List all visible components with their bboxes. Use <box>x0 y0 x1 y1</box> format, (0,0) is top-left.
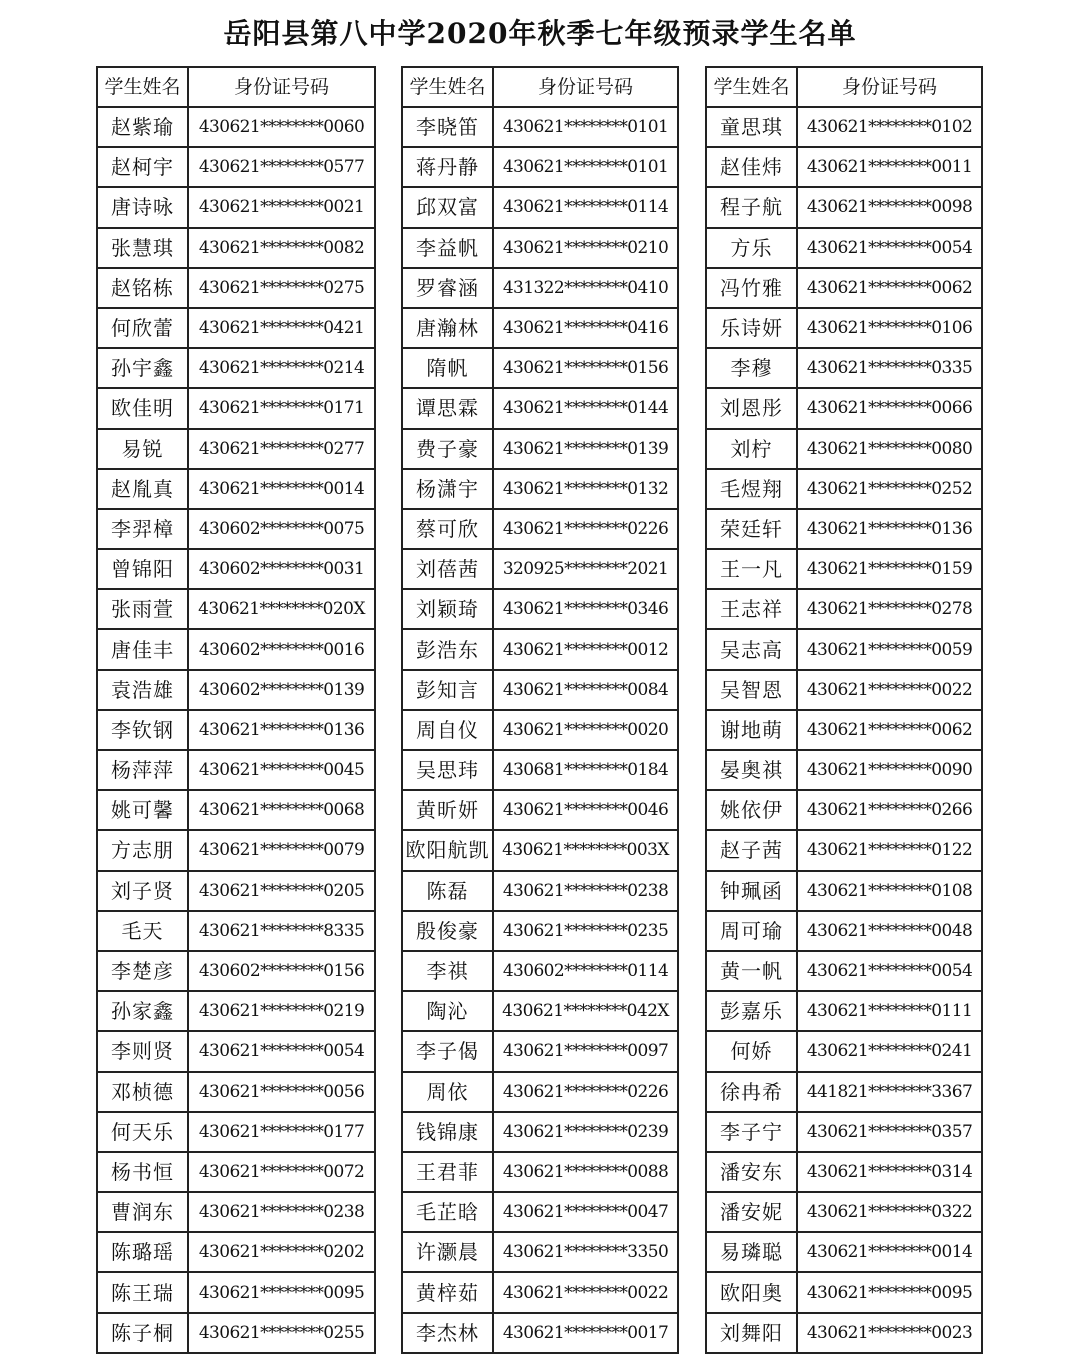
table-row <box>97 1232 375 1272</box>
table-row <box>402 228 678 268</box>
student-id-number: 430621********0054 <box>797 951 982 991</box>
table-row <box>706 911 982 951</box>
student-id-number: 430621********0102 <box>797 107 982 147</box>
student-id-number: 430621********0275 <box>188 268 375 308</box>
student-id-number: 430621********0111 <box>797 991 982 1031</box>
student-id-number: 430621********0278 <box>797 589 982 629</box>
student-id-number: 430621********0062 <box>797 710 982 750</box>
student-name: 刘舞阳 <box>706 1313 797 1353</box>
student-name: 荣廷轩 <box>706 509 797 549</box>
student-id-number: 430621********0577 <box>188 147 375 187</box>
table-row <box>706 991 982 1031</box>
student-id-number: 430621********0082 <box>188 228 375 268</box>
table-row <box>97 911 375 951</box>
student-name: 李祺 <box>402 951 493 991</box>
student-id-number: 430621********0277 <box>188 429 375 469</box>
student-name: 曹润东 <box>97 1192 188 1232</box>
student-id-number: 430621********0066 <box>797 388 982 428</box>
table-row <box>97 1313 375 1353</box>
student-id-number: 430621********0106 <box>797 308 982 348</box>
page-title: 岳阳县第八中学2020年秋季七年级预录学生名单 <box>223 17 857 50</box>
header-student-name: 学生姓名 <box>402 67 493 107</box>
table-row <box>97 429 375 469</box>
student-id-number: 430621********0090 <box>797 750 982 790</box>
header-student-name: 学生姓名 <box>706 67 797 107</box>
student-name: 王一凡 <box>706 549 797 589</box>
table-row <box>402 147 678 187</box>
student-name: 陈磊 <box>402 871 493 911</box>
student-name: 周依 <box>402 1072 493 1112</box>
table-row <box>402 871 678 911</box>
student-id-number: 430681********0184 <box>493 750 678 790</box>
table-row <box>402 790 678 830</box>
table-row <box>706 509 982 549</box>
student-name: 何欣蕾 <box>97 308 188 348</box>
student-name: 易锐 <box>97 429 188 469</box>
student-id-number: 430621********0357 <box>797 1112 982 1152</box>
student-id-number: 430621********0060 <box>188 107 375 147</box>
student-name: 蔡可欣 <box>402 509 493 549</box>
table-row <box>97 710 375 750</box>
student-name: 周可瑜 <box>706 911 797 951</box>
student-name: 罗睿涵 <box>402 268 493 308</box>
student-name: 张慧琪 <box>97 228 188 268</box>
student-id-number: 430621********0226 <box>493 1072 678 1112</box>
student-id-number: 431322********0410 <box>493 268 678 308</box>
student-id-number: 430621********0012 <box>493 629 678 669</box>
student-name: 易璘聪 <box>706 1232 797 1272</box>
table-row <box>706 429 982 469</box>
student-id-number: 430621********0088 <box>493 1152 678 1192</box>
student-id-number: 430621********020X <box>188 589 375 629</box>
table-row <box>402 1313 678 1353</box>
table-row <box>706 710 982 750</box>
student-id-number: 430621********0156 <box>493 348 678 388</box>
student-name: 赵紫瑜 <box>97 107 188 147</box>
table-row <box>97 1192 375 1232</box>
student-name: 潘安东 <box>706 1152 797 1192</box>
student-id-number: 430621********0132 <box>493 469 678 509</box>
table-row <box>97 228 375 268</box>
student-name: 晏奥祺 <box>706 750 797 790</box>
table-row <box>706 107 982 147</box>
student-id-number: 430602********0114 <box>493 951 678 991</box>
table-row <box>402 951 678 991</box>
student-name: 费子豪 <box>402 429 493 469</box>
table-row <box>97 1112 375 1152</box>
student-name: 邓桢德 <box>97 1072 188 1112</box>
table-row <box>97 670 375 710</box>
table-row <box>402 187 678 227</box>
student-id-number: 430621********0202 <box>188 1232 375 1272</box>
student-name: 彭嘉乐 <box>706 991 797 1031</box>
table-row <box>402 388 678 428</box>
table-row <box>706 1072 982 1112</box>
student-id-number: 430621********0226 <box>493 509 678 549</box>
student-name: 杨萍萍 <box>97 750 188 790</box>
table-row <box>402 1232 678 1272</box>
table-row <box>97 790 375 830</box>
table-row <box>97 1072 375 1112</box>
student-name: 欧阳航凯 <box>402 830 493 870</box>
table-row <box>706 228 982 268</box>
table-row <box>402 268 678 308</box>
table-row <box>97 107 375 147</box>
student-id-number: 430621********0239 <box>493 1112 678 1152</box>
table-row <box>706 750 982 790</box>
table-row <box>97 509 375 549</box>
table-row <box>97 951 375 991</box>
student-name: 刘蓓茜 <box>402 549 493 589</box>
student-name: 刘恩彤 <box>706 388 797 428</box>
student-name: 唐诗咏 <box>97 187 188 227</box>
student-id-number: 430621********0255 <box>188 1313 375 1353</box>
table-row <box>402 1192 678 1232</box>
student-name: 唐瀚林 <box>402 308 493 348</box>
student-name: 曾锦阳 <box>97 549 188 589</box>
table-row <box>402 1072 678 1112</box>
student-name: 王志祥 <box>706 589 797 629</box>
table-row <box>402 429 678 469</box>
student-id-number: 430621********0079 <box>188 830 375 870</box>
table-row <box>402 991 678 1031</box>
table-row <box>402 107 678 147</box>
table-row <box>402 710 678 750</box>
table-row <box>402 1112 678 1152</box>
table-row <box>97 589 375 629</box>
student-id-number: 430621********0159 <box>797 549 982 589</box>
table-row <box>402 670 678 710</box>
table-row <box>402 469 678 509</box>
table-row <box>97 830 375 870</box>
student-name: 孙家鑫 <box>97 991 188 1031</box>
student-id-number: 430621********0022 <box>493 1272 678 1312</box>
table-row <box>402 348 678 388</box>
student-id-number: 430621********0214 <box>188 348 375 388</box>
table-row <box>97 750 375 790</box>
student-name: 潘安妮 <box>706 1192 797 1232</box>
student-id-number: 430621********0011 <box>797 147 982 187</box>
table-row <box>97 268 375 308</box>
student-name: 吴思玮 <box>402 750 493 790</box>
table-row <box>706 871 982 911</box>
student-id-number: 430621********0241 <box>797 1031 982 1071</box>
table-row <box>97 629 375 669</box>
student-name: 殷俊豪 <box>402 911 493 951</box>
student-name: 李子偈 <box>402 1031 493 1071</box>
student-name: 欧阳奥 <box>706 1272 797 1312</box>
table-row <box>97 991 375 1031</box>
table-row <box>402 830 678 870</box>
student-id-number: 430621********0062 <box>797 268 982 308</box>
student-name: 陈璐瑶 <box>97 1232 188 1272</box>
student-name: 刘柠 <box>706 429 797 469</box>
table-row <box>706 589 982 629</box>
student-id-number: 430621********8335 <box>188 911 375 951</box>
student-name: 李楚彦 <box>97 951 188 991</box>
student-id-number: 430621********0046 <box>493 790 678 830</box>
table-row <box>402 308 678 348</box>
student-id-number: 430621********0171 <box>188 388 375 428</box>
student-id-number: 430621********0098 <box>797 187 982 227</box>
table-row <box>97 187 375 227</box>
student-name: 黄昕妍 <box>402 790 493 830</box>
student-name: 钟珮函 <box>706 871 797 911</box>
student-name: 李羿樟 <box>97 509 188 549</box>
student-name: 周自仪 <box>402 710 493 750</box>
student-name: 赵子茜 <box>706 830 797 870</box>
student-id-number: 441821********3367 <box>797 1072 982 1112</box>
student-id-number: 430621********0266 <box>797 790 982 830</box>
student-id-number: 430621********0108 <box>797 871 982 911</box>
student-id-number: 430621********0014 <box>188 469 375 509</box>
table-row <box>97 1031 375 1071</box>
student-id-number: 430602********0156 <box>188 951 375 991</box>
student-id-number: 430602********0016 <box>188 629 375 669</box>
table-row <box>97 1272 375 1312</box>
table-row <box>706 951 982 991</box>
student-id-number: 430621********0072 <box>188 1152 375 1192</box>
student-id-number: 430621********0022 <box>797 670 982 710</box>
table-row <box>706 549 982 589</box>
student-name: 陶沁 <box>402 991 493 1031</box>
student-id-number: 430621********0054 <box>188 1031 375 1071</box>
table-row <box>402 1031 678 1071</box>
student-name: 陈王瑞 <box>97 1272 188 1312</box>
student-name: 彭浩东 <box>402 629 493 669</box>
table-header-row <box>706 67 982 107</box>
student-name: 毛煜翔 <box>706 469 797 509</box>
student-name: 毛天 <box>97 911 188 951</box>
student-name: 何娇 <box>706 1031 797 1071</box>
student-id-number: 430621********0054 <box>797 228 982 268</box>
student-id-number: 430621********0177 <box>188 1112 375 1152</box>
table-row <box>402 750 678 790</box>
student-id-number: 430621********0101 <box>493 147 678 187</box>
student-table-1 <box>96 66 376 1354</box>
header-id-number: 身份证号码 <box>188 67 375 107</box>
student-id-number: 430621********0136 <box>188 710 375 750</box>
student-id-number: 430621********0114 <box>493 187 678 227</box>
student-id-number: 430621********0045 <box>188 750 375 790</box>
student-id-number: 430621********0095 <box>188 1272 375 1312</box>
student-id-number: 430621********0238 <box>493 871 678 911</box>
table-row <box>97 388 375 428</box>
table-row <box>97 308 375 348</box>
student-name: 程子航 <box>706 187 797 227</box>
table-row <box>97 147 375 187</box>
student-id-number: 430621********0238 <box>188 1192 375 1232</box>
student-id-number: 430621********3350 <box>493 1232 678 1272</box>
student-id-number: 430621********0048 <box>797 911 982 951</box>
student-id-number: 430621********0314 <box>797 1152 982 1192</box>
table-row <box>706 469 982 509</box>
student-name: 刘子贤 <box>97 871 188 911</box>
student-name: 杨潇宇 <box>402 469 493 509</box>
table-row <box>402 509 678 549</box>
student-name: 赵胤真 <box>97 469 188 509</box>
student-name: 乐诗妍 <box>706 308 797 348</box>
student-name: 刘颖琦 <box>402 589 493 629</box>
student-id-number: 430621********0122 <box>797 830 982 870</box>
student-name: 李晓笛 <box>402 107 493 147</box>
table-row <box>97 348 375 388</box>
student-id-number: 430602********0139 <box>188 670 375 710</box>
table-row <box>97 871 375 911</box>
table-row <box>706 1192 982 1232</box>
student-id-number: 430621********0136 <box>797 509 982 549</box>
student-id-number: 430621********0416 <box>493 308 678 348</box>
student-name: 李穆 <box>706 348 797 388</box>
student-name: 陈子桐 <box>97 1313 188 1353</box>
table-row <box>402 1272 678 1312</box>
student-id-number: 430621********0095 <box>797 1272 982 1312</box>
student-id-number: 430621********0346 <box>493 589 678 629</box>
student-id-number: 430621********0322 <box>797 1192 982 1232</box>
header-id-number: 身份证号码 <box>797 67 982 107</box>
table-row <box>706 1112 982 1152</box>
student-id-number: 430621********0059 <box>797 629 982 669</box>
student-name: 黄梓茹 <box>402 1272 493 1312</box>
student-name: 赵佳炜 <box>706 147 797 187</box>
table-row <box>402 1152 678 1192</box>
student-name: 吴志高 <box>706 629 797 669</box>
student-name: 徐冉希 <box>706 1072 797 1112</box>
student-id-number: 430621********0084 <box>493 670 678 710</box>
student-id-number: 430621********0421 <box>188 308 375 348</box>
table-row <box>706 268 982 308</box>
student-name: 姚依伊 <box>706 790 797 830</box>
table-header-row <box>97 67 375 107</box>
student-id-number: 430621********0252 <box>797 469 982 509</box>
header-student-name: 学生姓名 <box>97 67 188 107</box>
student-id-number: 430602********0075 <box>188 509 375 549</box>
table-row <box>706 187 982 227</box>
table-row <box>97 469 375 509</box>
student-name: 姚可馨 <box>97 790 188 830</box>
table-row <box>706 1031 982 1071</box>
table-row <box>402 911 678 951</box>
student-name: 黄一帆 <box>706 951 797 991</box>
student-name: 蒋丹静 <box>402 147 493 187</box>
student-name: 邱双富 <box>402 187 493 227</box>
student-id-number: 430621********0205 <box>188 871 375 911</box>
student-name: 谭思霖 <box>402 388 493 428</box>
student-name: 孙宇鑫 <box>97 348 188 388</box>
student-id-number: 430621********042X <box>493 991 678 1031</box>
table-row <box>706 1272 982 1312</box>
student-id-number: 430621********0068 <box>188 790 375 830</box>
student-id-number: 430621********0335 <box>797 348 982 388</box>
header-id-number: 身份证号码 <box>493 67 678 107</box>
table-row <box>706 348 982 388</box>
student-id-number: 430621********0101 <box>493 107 678 147</box>
student-name: 方乐 <box>706 228 797 268</box>
student-id-number: 430621********0047 <box>493 1192 678 1232</box>
student-name: 赵铭栋 <box>97 268 188 308</box>
student-name: 许灏晨 <box>402 1232 493 1272</box>
table-header-row <box>402 67 678 107</box>
table-row <box>706 147 982 187</box>
student-name: 李益帆 <box>402 228 493 268</box>
student-table-2 <box>401 66 679 1354</box>
student-id-number: 430621********0080 <box>797 429 982 469</box>
student-name: 赵柯宇 <box>97 147 188 187</box>
student-name: 隋帆 <box>402 348 493 388</box>
student-id-number: 430621********0235 <box>493 911 678 951</box>
student-id-number: 430621********0020 <box>493 710 678 750</box>
student-name: 李钦钢 <box>97 710 188 750</box>
student-id-number: 430621********003X <box>493 830 678 870</box>
table-row <box>402 549 678 589</box>
table-row <box>706 830 982 870</box>
student-name: 李则贤 <box>97 1031 188 1071</box>
student-name: 谢地萌 <box>706 710 797 750</box>
student-name: 吴智恩 <box>706 670 797 710</box>
student-name: 何天乐 <box>97 1112 188 1152</box>
table-row <box>97 1152 375 1192</box>
student-id-number: 430621********0144 <box>493 388 678 428</box>
student-name: 杨书恒 <box>97 1152 188 1192</box>
table-row <box>706 1313 982 1353</box>
table-row <box>706 388 982 428</box>
student-name: 王君菲 <box>402 1152 493 1192</box>
table-row <box>706 308 982 348</box>
student-id-number: 430621********0056 <box>188 1072 375 1112</box>
table-row <box>706 790 982 830</box>
student-id-number: 430602********0031 <box>188 549 375 589</box>
student-id-number: 430621********0014 <box>797 1232 982 1272</box>
student-name: 彭知言 <box>402 670 493 710</box>
student-id-number: 430621********0023 <box>797 1313 982 1353</box>
student-name: 毛芷晗 <box>402 1192 493 1232</box>
student-name: 唐佳丰 <box>97 629 188 669</box>
student-name: 欧佳明 <box>97 388 188 428</box>
table-row <box>97 549 375 589</box>
student-name: 张雨萱 <box>97 589 188 629</box>
table-row <box>706 670 982 710</box>
table-row <box>706 1152 982 1192</box>
table-row <box>402 589 678 629</box>
student-name: 钱锦康 <box>402 1112 493 1152</box>
student-id-number: 430621********0139 <box>493 429 678 469</box>
student-name: 李子宁 <box>706 1112 797 1152</box>
student-id-number: 430621********0210 <box>493 228 678 268</box>
table-row <box>402 629 678 669</box>
student-name: 方志朋 <box>97 830 188 870</box>
student-table-3 <box>705 66 983 1354</box>
student-name: 冯竹雅 <box>706 268 797 308</box>
student-id-number: 320925********2021 <box>493 549 678 589</box>
student-name: 李杰林 <box>402 1313 493 1353</box>
student-id-number: 430621********0097 <box>493 1031 678 1071</box>
student-name: 童思琪 <box>706 107 797 147</box>
student-id-number: 430621********0017 <box>493 1313 678 1353</box>
student-id-number: 430621********0219 <box>188 991 375 1031</box>
table-row <box>706 629 982 669</box>
student-id-number: 430621********0021 <box>188 187 375 227</box>
table-row <box>706 1232 982 1272</box>
student-name: 袁浩雄 <box>97 670 188 710</box>
